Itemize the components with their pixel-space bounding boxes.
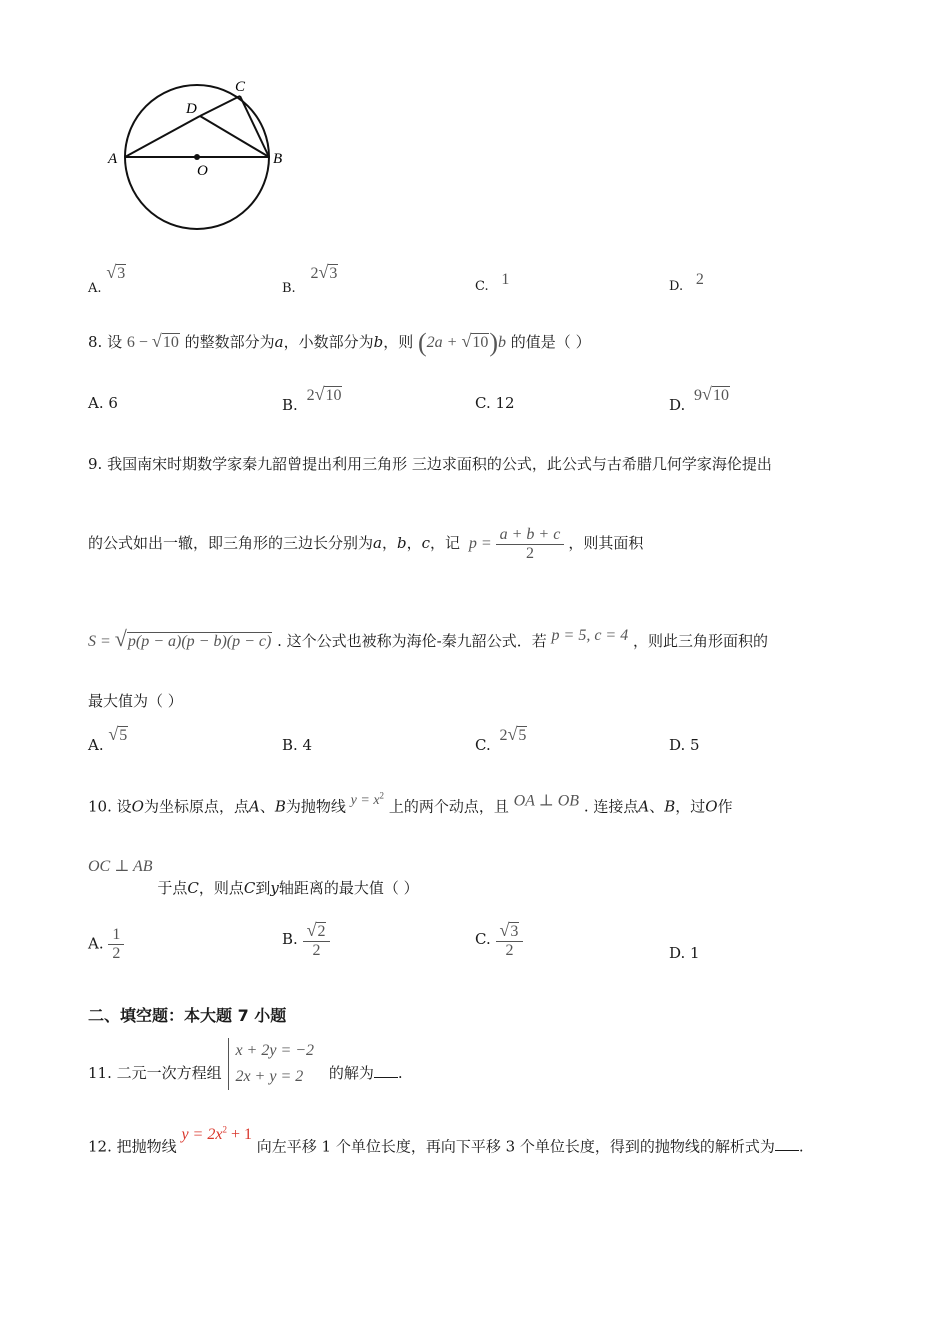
q9-option-b[interactable]: B. 4 bbox=[282, 736, 313, 754]
label-c: C bbox=[235, 79, 246, 95]
q12-answer-blank[interactable] bbox=[775, 1138, 799, 1151]
label-o: O bbox=[197, 163, 208, 179]
q10-line1: 10. 设O为坐标原点，点A、B为抛物线 $y = x^2$ 上的两个动点，且 OA ⊥ OB . 连接点A、B，过O作 bbox=[88, 790, 733, 816]
q12-stem: 12. 把抛物线 $y = 2x^2 + 1$ 向左平移 1 个单位长度，再向下平移 3 个单位长度，得到的抛物线的解析式为 . bbox=[88, 1125, 804, 1156]
q10-option-b[interactable]: B. $\frac{√2}{2}$ bbox=[282, 920, 330, 960]
geometry-figure bbox=[100, 75, 300, 240]
q9-line1: 9. 我国南宋时期数学家秦九韶曾提出利用三角形 三边求面积的公式，此公式与古希腊几何学家海伦提出 bbox=[88, 455, 772, 473]
segment-dc bbox=[200, 96, 240, 116]
q10-option-a[interactable]: A. $\frac{1}{2}$ bbox=[88, 926, 124, 963]
q9-line3: S = √p(p − a)(p − b)(p − c) . 这个公式也被称为海伦-秦九韶公式．若 p = 5, c = 4 ，则此三角形面积的 bbox=[88, 626, 769, 651]
label-a: A bbox=[108, 151, 118, 167]
segment-ad bbox=[125, 116, 200, 157]
q10-option-c[interactable]: C. $\frac{√3}{2}$ bbox=[475, 920, 523, 960]
label-d: D bbox=[186, 101, 197, 117]
q9-line4: 最大值为（ ） bbox=[88, 692, 183, 710]
q7-option-a[interactable]: A. √3 bbox=[88, 262, 126, 296]
q8-stem: 8. 设 6 − √10 的整数部分为a，小数部分为b，则 (2a + √10)b 的值是（ ） bbox=[88, 328, 591, 357]
q7-option-d[interactable]: D. 2 bbox=[669, 271, 704, 294]
q9-option-d[interactable]: D. 5 bbox=[669, 736, 700, 754]
q9-option-a[interactable]: A. √5 bbox=[88, 724, 128, 754]
q10-option-d[interactable]: D. 1 bbox=[669, 944, 700, 962]
q11-stem: 11. 二元一次方程组 x + 2y = −2 2x + y = 2 的解为 . bbox=[88, 1038, 403, 1090]
q7-option-b[interactable]: B. 2√3 bbox=[282, 262, 338, 296]
q8-option-b[interactable]: B. 2√10 bbox=[282, 384, 342, 414]
q8-option-d[interactable]: D. 9√10 bbox=[669, 384, 729, 414]
q7-option-c[interactable]: C. 1 bbox=[475, 271, 510, 294]
q11-answer-blank[interactable] bbox=[374, 1065, 398, 1078]
q8-option-c[interactable]: C. 12 bbox=[475, 394, 515, 412]
q9-line2: 的公式如出一辙，即三角形的三边长分别为a，b，c，记 p = $\frac{a + b + c}{2}$ ，则其面积 bbox=[88, 526, 644, 562]
q9-option-c[interactable]: C. 2√5 bbox=[475, 724, 527, 754]
label-b: B bbox=[273, 151, 283, 167]
center-point bbox=[194, 154, 200, 160]
section-2-title: 二、填空题：本大题 7 小题 bbox=[88, 1006, 287, 1025]
q10-line2: OC ⊥ AB 于点C，则点C到y轴距离的最大值（ ） bbox=[88, 858, 419, 897]
q8-option-a[interactable]: A. 6 bbox=[88, 394, 118, 412]
